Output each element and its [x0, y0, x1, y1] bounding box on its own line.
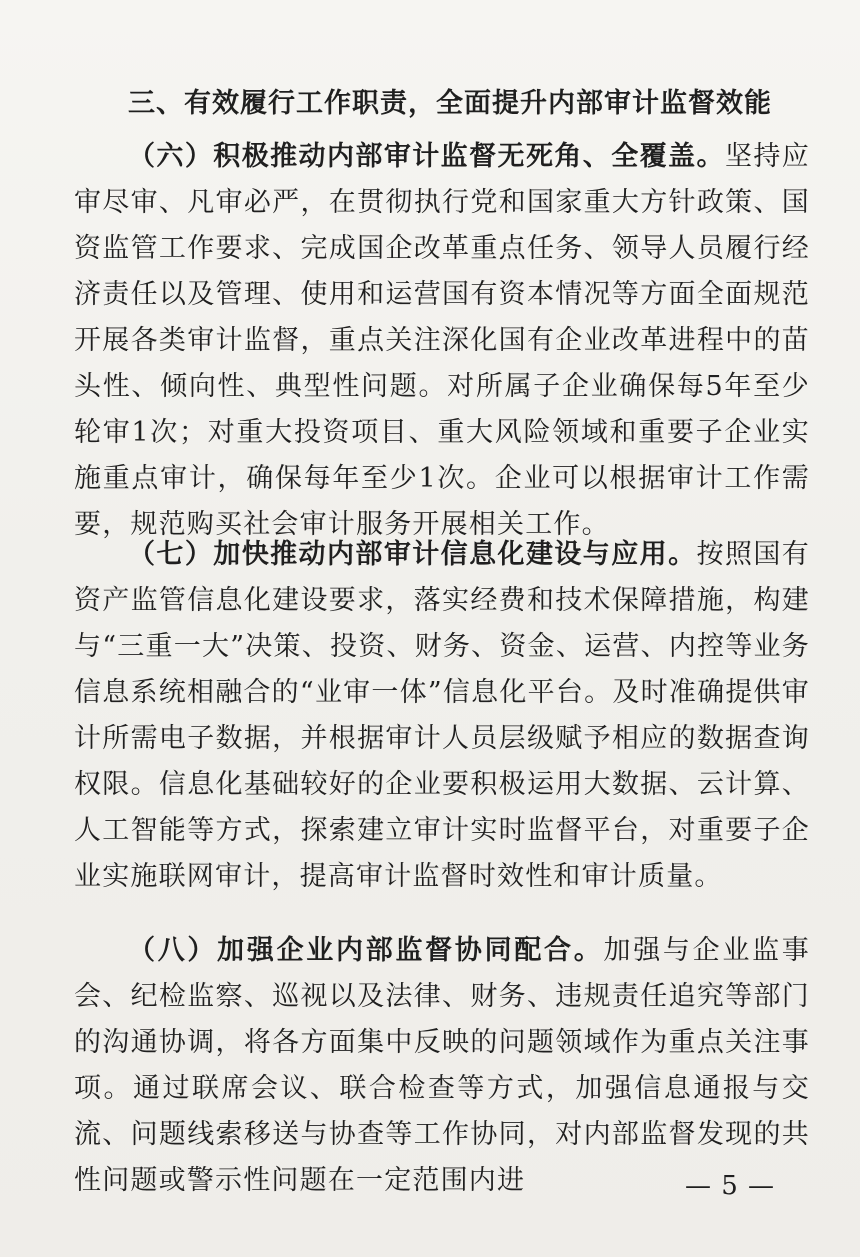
- page-number-left-dash: —: [684, 1171, 712, 1201]
- section-heading: 三、有效履行工作职责，全面提升内部审计监督效能: [128, 88, 772, 119]
- paragraph-six: [74, 134, 810, 548]
- paragraph-eight-title: （八）加强企业内部监督协同配合。: [128, 935, 604, 966]
- page-number-value: 5: [721, 1171, 739, 1201]
- page-number-right-dash: —: [748, 1171, 776, 1201]
- page-number: [680, 1166, 780, 1206]
- paragraph-six-title: （六）积极推动内部审计监督无死角、全覆盖。: [128, 141, 725, 172]
- paragraph-six-body: 坚持应审尽审、凡审必严，在贯彻执行党和国家重大方针政策、国资监管工作要求、完成国企改革重点任务、领导人员履行经济责任以及管理、使用和运营国有资本情况等方面全面规范开展各类审计监督，重点关注深化国有企业改革进程中的苗头性、倾向性、典型性问题。对所属子企业确保每5年至少轮审1次；对重大投资项目、重大风险领域和重要子企业实施重点审计，确保每年至少1次。企业可以根据审计工作需要，规范购买社会审计服务开展相关工作。: [74, 141, 810, 540]
- paragraph-seven: [74, 532, 810, 900]
- paragraph-seven-title: （七）加快推动内部审计信息化建设与应用。: [128, 539, 697, 570]
- paragraph-eight-body: 加强与企业监事会、纪检监察、巡视以及法律、财务、违规责任追究等部门的沟通协调，将各方面集中反映的问题领域作为重点关注事项。通过联席会议、联合检查等方式，加强信息通报与交流、问题线索移送与协查等工作协同，对内部监督发现的共性问题或警示性问题在一定范围内进: [74, 935, 810, 1196]
- paragraph-eight: [74, 928, 810, 1204]
- paragraph-seven-body: 按照国有资产监管信息化建设要求，落实经费和技术保障措施，构建与“三重一大”决策、投资、财务、资金、运营、内控等业务信息系统相融合的“业审一体”信息化平台。及时准确提供审计所需电子数据，并根据审计人员层级赋予相应的数据查询权限。信息化基础较好的企业要积极运用大数据、云计算、人工智能等方式，探索建立审计实时监督平台，对重要子企业实施联网审计，提高审计监督时效性和审计质量。: [74, 539, 810, 892]
